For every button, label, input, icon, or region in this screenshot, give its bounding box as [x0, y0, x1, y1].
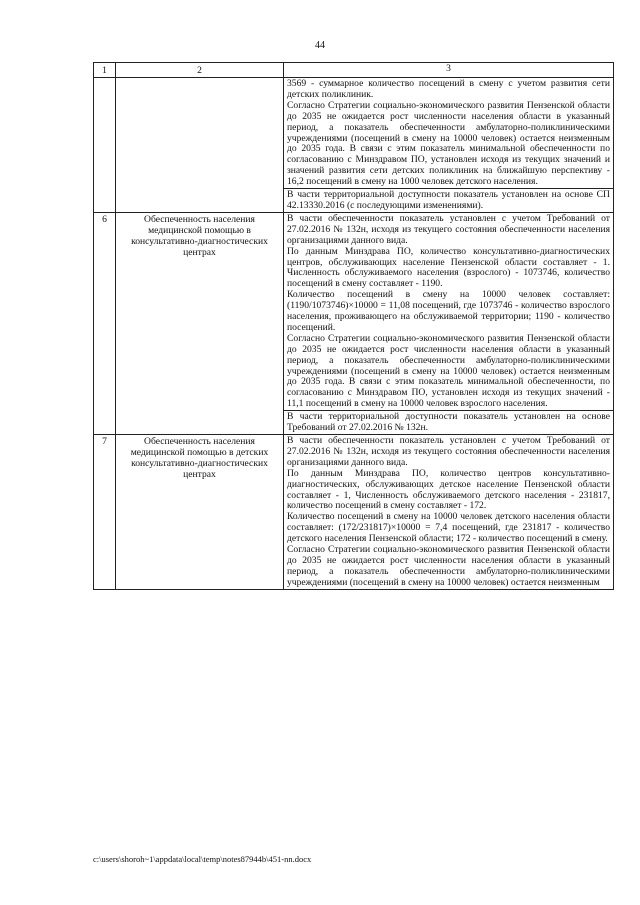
row-number	[94, 78, 116, 213]
header-col-1: 1	[94, 63, 116, 78]
indicator-title: Обеспеченность населения медицинской помощью в консультативно-диагностических центрах	[116, 212, 284, 434]
justification-cell	[284, 189, 614, 213]
indicator-title	[116, 78, 284, 213]
row-number: 7	[94, 435, 116, 590]
justification-cell	[284, 411, 614, 435]
indicator-title: Обеспеченность населения медицинской помощью в детских консультативно-диагностических центрах	[116, 435, 284, 590]
table-row	[94, 435, 614, 590]
justification-paragraph: 3569 - суммарное количество посещений в смену с учетом развития сети детских поликлиник.	[287, 78, 610, 100]
row-number: 6	[94, 212, 116, 434]
justification-cell	[284, 435, 614, 590]
justification-paragraph: В части территориальной доступности показатель установлен на основе Требований от 27.02.2016 № 132н.	[287, 411, 610, 434]
page-number: 44	[315, 40, 325, 51]
justification-cell	[284, 78, 614, 189]
justification-paragraph: По данным Минздрава ПО, количество консультативно-диагностических центров, обслуживающих население Пензенской области составляет - 1. Численность обслуживаемого населения (взрослого) - 1073746, количество посещений в смену составляет - 1190.	[287, 245, 610, 290]
justification-paragraph: Согласно Стратегии социально-экономического развития Пензенской области до 2035 не ожидается рост численности населения области в указанный период, а показатель обеспеченности амбулаторно-поликлиническими учреждениями (посещений в смену на 10000 человек) остается неизменным до 2035 года. В связи с этим показатель минимальной обеспеченности, по согласованию с Минздравом ПО, установлен исходя из текущих значений - 11,1 посещений в смену на 10000 человек взрослого населения.	[287, 332, 610, 410]
justification-paragraph: В части территориальной доступности показатель установлен на основе СП 42.13330.2016 (с последующими изменениями).	[287, 189, 610, 211]
header-col-2: 2	[116, 63, 284, 78]
table-row	[94, 78, 614, 189]
justification-paragraph: Количество посещений в смену на 10000 человек детского населения области составляет: (172/231817)×10000 = 7,4 посещений, где 231817 - количество детского населения Пензенской области; 172 - количество посещений в смену.	[287, 511, 610, 545]
requirements-table	[93, 62, 614, 590]
table-row	[94, 212, 614, 410]
justification-paragraph: Согласно Стратегии социально-экономического развития Пензенской области до 2035 не ожидается рост численности населения области в указанный период, а показатель обеспеченности амбулаторно-поликлиническими учреждениями (посещений в смену на 10000 человек) остается неизменным	[287, 544, 610, 588]
justification-paragraph: Согласно Стратегии социально-экономического развития Пензенской области до 2035 не ожидается рост численности населения области в указанный период, а показатель обеспеченности амбулаторно-поликлиническими учреждениями (посещений в смену на 10000 человек) остается неизменным до 2035 года. В связи с этим показатель минимальной обеспеченности по согласованию с Минздравом ПО, установлен исходя из текущих значений и значений развития сети детских поликлиник на ближайшую перспективу - 16,2 посещений в смену на 1000 человек детского населения.	[287, 99, 610, 188]
justification-paragraph: В части обеспеченности показатель установлен с учетом Требований от 27.02.2016 № 132н, исходя из текущего состояния обеспеченности населения организациями данного вида.	[287, 435, 610, 468]
justification-paragraph: В части обеспеченности показатель установлен с учетом Требований от 27.02.2016 № 132н, исходя из текущего состояния обеспеченности населения организациями данного вида.	[287, 212, 610, 246]
justification-paragraph: По данным Минздрава ПО, количество центров консультативно-диагностических, обслуживающих детское население Пензенской области составляет - 1, Численность обслуживаемого детского населения - 231817, количество посещений в смену составляет - 172.	[287, 467, 610, 512]
header-col-3: 3	[284, 63, 614, 78]
justification-paragraph: Количество посещений в смену на 10000 человек составляет: (1190/1073746)×10000 = 11,08 посещений, где 1073746 - количество взрослого населения, проживающего на обслуживаемой территории; 1190 - количество посещений.	[287, 289, 610, 333]
justification-cell	[284, 212, 614, 410]
file-path-footer: c:\users\shoroh~1\appdata\local\temp\notes87944b\451-nn.docx	[93, 854, 312, 864]
table-header-row	[94, 63, 614, 78]
